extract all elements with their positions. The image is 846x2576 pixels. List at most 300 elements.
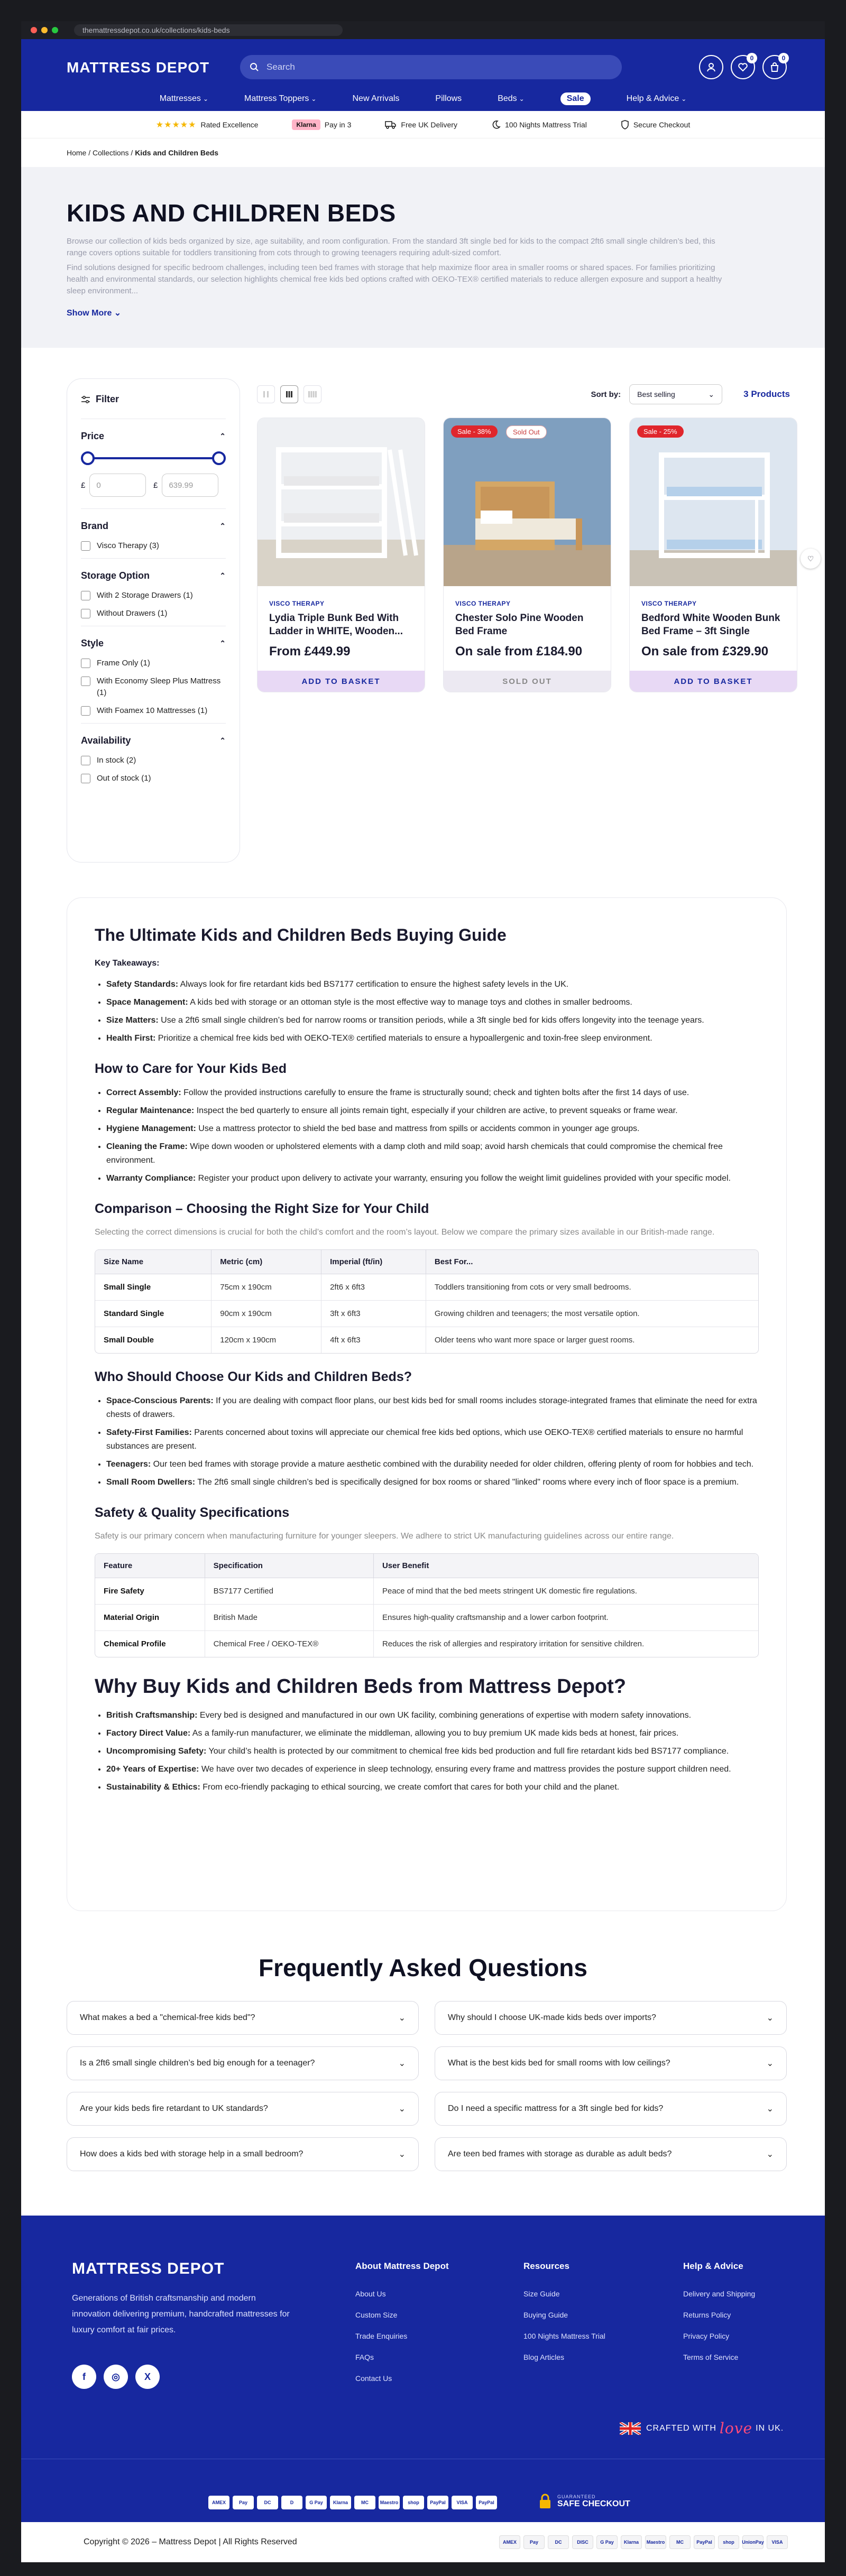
breadcrumb-home[interactable]: Home xyxy=(67,149,87,157)
table-cell: 2ft6 x 6ft3 xyxy=(321,1274,426,1301)
list-item-title: Size Matters: xyxy=(106,1016,159,1025)
list-item-title: Space-Conscious Parents: xyxy=(106,1396,214,1405)
faq-item[interactable] xyxy=(67,2001,419,2035)
table-header-cell: Specification xyxy=(205,1554,374,1578)
chevron-down-icon: ⌄ xyxy=(398,2105,406,2114)
filter-option[interactable] xyxy=(81,590,226,601)
payment-card-icon: Maestro xyxy=(645,2535,666,2549)
currency-symbol: £ xyxy=(153,480,158,490)
add-to-basket-button[interactable]: ADD TO BASKET xyxy=(258,671,425,692)
table-cell: Chemical Free / OEKO-TEX® xyxy=(205,1631,374,1657)
price-range-slider[interactable] xyxy=(81,450,226,466)
payment-card-icon: Pay xyxy=(233,2496,254,2509)
hero-description-1: Browse our collection of kids beds organized by size, age suitability, and room configuration. From the standard 3ft single bed for kids to the compact 2ft6 small single children’s bed, this range covers options suitable for toddlers transitioning from cots through to growing teenagers requiring adult-sized comfort. xyxy=(67,237,715,257)
table-cell: Standard Single xyxy=(95,1301,212,1327)
footer-link[interactable]: Custom Size xyxy=(355,2311,398,2319)
table-cell: Growing children and teenagers; the most versatile option. xyxy=(426,1301,758,1327)
footer-col-help xyxy=(683,2261,755,2374)
site-footer xyxy=(21,2216,825,2562)
filter-option[interactable] xyxy=(81,540,226,552)
list-item-text: Parents concerned about toxins will appreciate our chemical free kids bed options, which use OEKO-TEX® certified materials to ensure no harmful substances are present. xyxy=(106,1428,743,1451)
list-item xyxy=(106,1781,759,1794)
chevron-down-icon: ⌄ xyxy=(766,2150,774,2159)
chevron-up-icon: ⌃ xyxy=(219,736,226,745)
sale-badge: Sale - 25% xyxy=(637,425,684,438)
sale-badge: Sale - 38% xyxy=(451,425,498,438)
list-item-text: Inspect the bed quarterly to ensure all joints remain tight, especially if your children are active, to prevent squeaks or frame wear. xyxy=(194,1106,678,1115)
footer-logo[interactable]: MATTRESS DEPOT xyxy=(72,2260,225,2277)
copyright-text: Copyright © 2026 – Mattress Depot | All Rights Reserved xyxy=(84,2537,297,2546)
bag-icon xyxy=(769,62,780,72)
product-brand: VISCO THERAPY xyxy=(455,600,511,607)
padlock-icon xyxy=(538,2494,552,2509)
table-cell: 75cm x 190cm xyxy=(212,1274,321,1301)
filter-availability-label: Availability xyxy=(81,735,131,746)
faq-question: Are your kids beds fire retardant to UK standards? xyxy=(80,2104,268,2113)
checkbox[interactable] xyxy=(81,591,90,600)
buying-guide xyxy=(67,897,787,1911)
table-header-cell: Size Name xyxy=(95,1250,212,1274)
list-item-title: Factory Direct Value: xyxy=(106,1729,191,1738)
chevron-down-icon: ⌄ xyxy=(708,390,715,399)
benefit-klarna xyxy=(292,119,351,130)
payment-card-icon: Maestro xyxy=(379,2496,400,2509)
faq-item[interactable] xyxy=(67,2046,419,2080)
instagram-icon[interactable]: ◎ xyxy=(104,2365,128,2389)
currency-symbol: £ xyxy=(81,480,86,490)
payment-card-icon: AMEX xyxy=(208,2496,229,2509)
faq-question: What is the best kids bed for small rooms with low ceilings? xyxy=(448,2059,670,2068)
footer-link[interactable]: Contact Us xyxy=(355,2374,392,2383)
sold-out-badge: Sold Out xyxy=(506,425,547,439)
site-logo[interactable]: MATTRESS DEPOT xyxy=(67,59,210,76)
filter-storage-label: Storage Option xyxy=(81,570,150,581)
grid-2-view-button[interactable] xyxy=(257,385,275,403)
product-card[interactable] xyxy=(443,418,611,692)
list-item-text: A kids bed with storage or an ottoman style is the most effective way to manage toys and clothes in smaller bedrooms. xyxy=(188,998,632,1007)
faq-question: How does a kids bed with storage help in a small bedroom? xyxy=(80,2149,304,2158)
filter-option-label: With Foamex 10 Mattresses (1) xyxy=(97,706,208,715)
table-cell: 120cm x 190cm xyxy=(212,1327,321,1353)
payment-card-icon: VISA xyxy=(767,2535,788,2549)
footer-col-title: Help & Advice xyxy=(683,2261,743,2271)
chevron-down-icon: ⌄ xyxy=(398,2059,406,2068)
list-item-title: Small Room Dwellers: xyxy=(106,1478,196,1487)
footer-link[interactable]: 100 Nights Mattress Trial xyxy=(523,2332,605,2340)
table-header-cell: Imperial (ft/in) xyxy=(321,1250,426,1274)
table-cell: Small Single xyxy=(95,1274,212,1301)
why-list xyxy=(95,1709,759,1794)
maximize-dot[interactable] xyxy=(52,27,58,33)
stars-icon: ★★★★★ xyxy=(155,120,197,129)
nav-item[interactable] xyxy=(244,94,316,104)
filter-heading xyxy=(81,394,226,405)
payment-card-icon: shop xyxy=(403,2496,424,2509)
nav-item[interactable] xyxy=(627,94,687,104)
list-item-text: Every bed is designed and manufactured in our own UK facility, combining generations of expertise with modern safety innovations. xyxy=(197,1711,692,1720)
list-item xyxy=(106,996,759,1009)
checkbox[interactable] xyxy=(81,609,90,618)
list-item xyxy=(106,1763,759,1776)
faq-item[interactable] xyxy=(67,2137,419,2171)
checkbox[interactable] xyxy=(81,756,90,765)
table-cell: 3ft x 6ft3 xyxy=(321,1301,426,1327)
product-grid xyxy=(257,418,825,692)
account-button[interactable] xyxy=(699,55,723,79)
product-price: On sale from £329.90 xyxy=(641,644,769,659)
who-list xyxy=(95,1394,759,1489)
filter-option[interactable] xyxy=(81,755,226,766)
product-image[interactable] xyxy=(630,418,797,586)
cart-count: 0 xyxy=(778,53,789,63)
filter-option[interactable] xyxy=(81,705,226,717)
faq-question: Do I need a specific mattress for a 3ft single bed for kids? xyxy=(448,2104,664,2113)
nav-item-label: Sale xyxy=(560,92,591,105)
list-item-title: Correct Assembly: xyxy=(106,1088,181,1097)
table-row xyxy=(95,1605,758,1631)
truck-icon xyxy=(385,121,397,129)
breadcrumb-current: Kids and Children Beds xyxy=(135,149,219,157)
payment-card-icon: DISC xyxy=(572,2535,593,2549)
breadcrumb-separator: / xyxy=(131,149,133,157)
list-item-text: From eco-friendly packaging to ethical sourcing, we create comfort that cares for both your child and the planet. xyxy=(200,1783,620,1792)
faq-item[interactable] xyxy=(435,2092,787,2126)
nav-item[interactable] xyxy=(560,92,591,105)
list-item xyxy=(106,1104,759,1118)
nav-item[interactable] xyxy=(498,94,525,104)
nav-item[interactable] xyxy=(352,94,399,104)
faq-question: What makes a bed a "chemical-free kids bed"? xyxy=(80,2013,255,2022)
who-title: Who Should Choose Our Kids and Children Beds? xyxy=(95,1369,412,1384)
nav-item-label: Help & Advice xyxy=(626,94,679,103)
price-min-handle[interactable] xyxy=(81,451,95,465)
footer-col-about xyxy=(355,2261,449,2395)
faq-question: Are teen bed frames with storage as durable as adult beds? xyxy=(448,2149,672,2158)
site-header xyxy=(21,39,825,111)
cart-button[interactable] xyxy=(762,55,787,79)
list-item-text: Follow the provided instructions carefully to ensure the frame is structurally sound; check and tighten bolts after the first 14 days of use. xyxy=(181,1088,689,1097)
chevron-up-icon: ⌃ xyxy=(219,571,226,580)
list-item-title: Uncompromising Safety: xyxy=(106,1747,207,1756)
safety-title: Safety & Quality Specifications xyxy=(95,1505,290,1520)
minimize-dot[interactable] xyxy=(41,27,48,33)
list-item-title: Sustainability & Ethics: xyxy=(106,1783,200,1792)
benefit-delivery-label: Free UK Delivery xyxy=(401,120,457,129)
product-name[interactable]: Chester Solo Pine Wooden Bed Frame xyxy=(455,613,584,637)
sort-label: Sort by: xyxy=(591,390,621,399)
table-row xyxy=(95,1274,758,1301)
product-price: On sale from £184.90 xyxy=(455,644,583,659)
crafted-text: CRAFTED WITH xyxy=(646,2423,716,2433)
payment-card-icon: G Pay xyxy=(596,2535,618,2549)
list-item xyxy=(106,978,759,992)
why-title: Why Buy Kids and Children Beds from Mattress Depot? xyxy=(95,1675,626,1698)
table-header-row xyxy=(95,1250,758,1274)
list-item-text: The 2ft6 small single children’s bed is specifically designed for box rooms or shared "linked" rooms where every inch of floor space is a premium. xyxy=(195,1478,739,1487)
product-toolbar xyxy=(257,384,790,405)
show-more-button[interactable] xyxy=(67,308,121,318)
compare-title: Comparison – Choosing the Right Size for Your Child xyxy=(95,1201,429,1216)
footer-link[interactable]: Trade Enquiries xyxy=(355,2332,408,2340)
page xyxy=(21,39,825,2562)
chevron-up-icon: ⌃ xyxy=(219,432,226,440)
list-item-title: Regular Maintenance: xyxy=(106,1106,195,1115)
grid-4-icon xyxy=(308,391,317,398)
x-twitter-icon[interactable]: X xyxy=(135,2365,160,2389)
bunk-bed-image xyxy=(258,418,425,586)
footer-link[interactable]: Privacy Policy xyxy=(683,2332,730,2340)
list-item xyxy=(106,1458,759,1471)
add-to-basket-button[interactable]: ADD TO BASKET xyxy=(630,671,797,692)
shield-icon xyxy=(621,120,629,129)
nav-item[interactable] xyxy=(160,94,208,104)
table-cell: Small Double xyxy=(95,1327,212,1353)
care-list xyxy=(95,1086,759,1185)
list-item xyxy=(106,1426,759,1453)
filter-style-header[interactable] xyxy=(81,638,226,649)
table-cell: Older teens who want more space or larger guest rooms. xyxy=(434,1336,635,1345)
nav-item-label: Mattresses xyxy=(159,94,201,103)
filter-price xyxy=(81,419,226,497)
show-more-label: Show More xyxy=(67,309,112,318)
product-brand: VISCO THERAPY xyxy=(269,600,325,607)
list-item-text: As a family-run manufacturer, we eliminate the middleman, allowing you to buy premium UK made kids beds at honest, fair prices. xyxy=(190,1729,679,1738)
product-card[interactable] xyxy=(629,418,797,692)
filter-option[interactable] xyxy=(81,608,226,619)
list-item xyxy=(106,1476,759,1489)
list-item xyxy=(106,1172,759,1185)
checkbox[interactable] xyxy=(81,541,90,551)
klarna-badge: Klarna xyxy=(292,119,320,130)
list-item-text: Use a mattress protector to shield the bed base and mattress from spills or accidents common in younger age groups. xyxy=(196,1124,640,1133)
list-item xyxy=(106,1140,759,1167)
safe-guaranteed: GUARANTEED xyxy=(557,2494,596,2499)
collection-hero xyxy=(21,167,825,348)
filter-brand xyxy=(81,508,226,552)
main-nav xyxy=(21,87,825,111)
footer-link[interactable]: Returns Policy xyxy=(683,2311,731,2319)
table-cell: British Made xyxy=(205,1605,374,1631)
nav-item-label: Mattress Toppers xyxy=(244,94,309,103)
compare-intro: Selecting the correct dimensions is crucial for both the child’s comfort and the room’s layout. Below we compare the primary sizes available in our British-made range. xyxy=(95,1228,715,1237)
filter-option[interactable] xyxy=(81,773,226,784)
list-item-title: Health First: xyxy=(106,1034,156,1043)
table-cell: 4ft x 6ft3 xyxy=(321,1327,426,1353)
filter-option[interactable] xyxy=(81,675,226,699)
list-item-title: Warranty Compliance: xyxy=(106,1174,196,1183)
user-icon xyxy=(706,62,716,72)
chevron-down-icon: ⌄ xyxy=(681,95,687,103)
footer-link[interactable]: Delivery and Shipping xyxy=(683,2290,756,2298)
nav-item-label: Beds xyxy=(498,94,517,103)
chevron-down-icon: ⌄ xyxy=(766,2014,774,2023)
spec-table xyxy=(95,1553,759,1657)
payment-card-icon: Klarna xyxy=(621,2535,642,2549)
wishlist-float-button[interactable] xyxy=(801,549,821,569)
checkbox[interactable] xyxy=(81,706,90,716)
safe-checkout-badge xyxy=(538,2494,630,2509)
sold-out-button[interactable]: SOLD OUT xyxy=(444,671,611,692)
payment-card-icon: MC xyxy=(669,2535,691,2549)
benefit-delivery xyxy=(385,121,457,129)
crafted-in-uk xyxy=(620,2420,784,2437)
breadcrumb-separator: / xyxy=(88,149,91,157)
price-min-input[interactable]: 0 xyxy=(89,474,146,497)
checkbox[interactable] xyxy=(81,774,90,783)
benefit-pay-label: Pay in 3 xyxy=(324,120,352,129)
faq-item[interactable] xyxy=(435,2046,787,2080)
list-item xyxy=(106,1086,759,1100)
filter-availability-header[interactable] xyxy=(81,735,226,746)
payment-methods xyxy=(208,2496,500,2509)
list-item xyxy=(106,1032,759,1045)
chevron-down-icon: ⌄ xyxy=(203,95,208,103)
takeaways-list xyxy=(95,978,759,1045)
list-item-title: Safety-First Families: xyxy=(106,1428,192,1437)
footer-col-title: Resources xyxy=(523,2261,569,2271)
footer-link[interactable]: FAQs xyxy=(355,2353,374,2361)
table-cell: Material Origin xyxy=(95,1605,205,1631)
grid-4-view-button[interactable] xyxy=(304,385,321,403)
benefit-trial-label: 100 Nights Mattress Trial xyxy=(504,120,587,129)
list-item xyxy=(106,1727,759,1740)
table-header-cell: Metric (cm) xyxy=(212,1250,321,1274)
filter-title: Filter xyxy=(96,394,119,404)
product-name[interactable]: Lydia Triple Bunk Bed With Ladder in WHITE, Wooden... xyxy=(269,613,403,637)
price-max-input[interactable]: 639.99 xyxy=(162,474,218,497)
filter-option[interactable] xyxy=(81,657,226,669)
safety-intro: Safety is our primary concern when manufacturing furniture for younger sleepers. We adhere to strict UK manufacturing guidelines across our entire range. xyxy=(95,1532,674,1541)
product-image[interactable] xyxy=(444,418,611,586)
filter-option-label: With Economy Sleep Plus Mattress (1) xyxy=(97,677,221,697)
benefit-checkout xyxy=(621,120,690,129)
footer-link[interactable]: Blog Articles xyxy=(523,2353,565,2361)
close-dot[interactable] xyxy=(31,27,37,33)
checkbox[interactable] xyxy=(81,677,90,686)
payment-card-icon: PayPal xyxy=(427,2496,448,2509)
uk-flag-icon xyxy=(620,2422,641,2435)
crafted-suffix: IN UK. xyxy=(756,2423,784,2433)
search-input[interactable] xyxy=(240,55,622,79)
wishlist-button[interactable] xyxy=(731,55,755,79)
payment-card-icon: DC xyxy=(548,2535,569,2549)
filter-style xyxy=(81,626,226,717)
filter-style-label: Style xyxy=(81,638,104,648)
care-title: How to Care for Your Kids Bed xyxy=(95,1061,287,1076)
table-cell: Toddlers transitioning from cots or very small bedrooms. xyxy=(426,1274,758,1301)
footer-link[interactable]: Buying Guide xyxy=(523,2311,568,2319)
nav-item[interactable] xyxy=(435,94,462,104)
table-row xyxy=(95,1631,758,1657)
table-cell: Chemical Profile xyxy=(95,1631,205,1657)
benefit-trial xyxy=(491,120,587,129)
grid-3-view-button[interactable] xyxy=(280,385,298,403)
filter-option-label: Without Drawers (1) xyxy=(97,609,168,618)
list-item-title: Hygiene Management: xyxy=(106,1124,196,1133)
list-item-title: 20+ Years of Expertise: xyxy=(106,1765,199,1774)
table-cell: Peace of mind that the bed meets stringent UK domestic fire regulations. xyxy=(374,1578,758,1605)
product-image[interactable] xyxy=(258,418,425,586)
breadcrumb xyxy=(21,138,825,167)
footer-link[interactable]: Size Guide xyxy=(523,2290,560,2298)
url-bar[interactable]: themattressdepot.co.uk/collections/kids-beds xyxy=(74,24,343,36)
key-takeaways-label: Key Takeaways: xyxy=(95,959,160,968)
nav-item-label: Pillows xyxy=(435,94,462,103)
nav-item-label: New Arrivals xyxy=(352,94,400,103)
filter-sidebar xyxy=(67,378,240,863)
list-item xyxy=(106,1394,759,1422)
list-item-title: Cleaning the Frame: xyxy=(106,1142,188,1151)
table-cell: Ensures high-quality craftsmanship and a lower carbon footprint. xyxy=(374,1605,758,1631)
payment-card-icon: G Pay xyxy=(306,2496,327,2509)
checkbox[interactable] xyxy=(81,659,90,668)
size-table xyxy=(95,1249,759,1354)
chevron-down-icon: ⌄ xyxy=(114,309,122,318)
search-placeholder: Search xyxy=(266,62,295,72)
footer-link[interactable]: Terms of Service xyxy=(683,2353,739,2361)
bottom-payment-methods xyxy=(499,2535,791,2549)
benefits-bar xyxy=(21,111,825,138)
faq-item[interactable] xyxy=(435,2137,787,2171)
product-price: From £449.99 xyxy=(269,644,351,659)
faq-question: Is a 2ft6 small single children’s bed big enough for a teenager? xyxy=(80,2059,315,2068)
benefit-rated-label: Rated Excellence xyxy=(200,120,259,129)
sort-select[interactable] xyxy=(629,384,722,404)
payment-card-icon: Pay xyxy=(523,2535,545,2549)
filter-brand-header[interactable] xyxy=(81,521,226,532)
list-item-title: Teenagers: xyxy=(106,1460,151,1469)
product-card[interactable] xyxy=(257,418,425,692)
product-name[interactable]: Bedford White Wooden Bunk Bed Frame – 3ft Single xyxy=(641,613,780,637)
chevron-down-icon: ⌄ xyxy=(398,2150,406,2159)
product-count: 3 Products xyxy=(743,389,790,399)
facebook-icon[interactable]: f xyxy=(72,2365,96,2389)
footer-bottom-bar xyxy=(21,2522,825,2562)
breadcrumb-collections[interactable]: Collections xyxy=(93,149,129,157)
faq-item[interactable] xyxy=(435,2001,787,2035)
payment-card-icon: AMEX xyxy=(499,2535,520,2549)
footer-link[interactable]: About Us xyxy=(355,2290,386,2298)
list-item-text: Our teen bed frames with storage provide a mature aesthetic combined with the durability needed for older children, offering plenty of room for hobbies and tech. xyxy=(151,1460,754,1469)
payment-card-icon: Klarna xyxy=(330,2496,351,2509)
filter-option-label: In stock (2) xyxy=(97,756,136,765)
list-item xyxy=(106,1014,759,1027)
filter-storage-header[interactable] xyxy=(81,570,226,581)
price-max-handle[interactable] xyxy=(212,451,226,465)
heart-icon xyxy=(738,62,748,72)
search-icon xyxy=(250,62,259,72)
list-item-text: Prioritize a chemical free kids bed with OEKO-TEX® certified materials to ensure a hypoallergenic and toxin-free sleep environment. xyxy=(155,1034,652,1043)
chevron-down-icon: ⌄ xyxy=(519,95,525,103)
filter-option-label: With 2 Storage Drawers (1) xyxy=(97,591,193,600)
filter-price-header[interactable] xyxy=(81,431,226,442)
filter-option-label: Frame Only (1) xyxy=(97,659,150,668)
faq-item[interactable] xyxy=(67,2092,419,2126)
table-header-cell: Feature xyxy=(95,1554,205,1578)
payment-card-icon: PayPal xyxy=(476,2496,497,2509)
table-cell: Reduces the risk of allergies and respiratory irritation for sensitive children. xyxy=(382,1639,645,1648)
moon-icon xyxy=(491,120,501,129)
list-item-text: We have over two decades of experience in sleep technology, ensuring every frame and mattress provides the posture support children need. xyxy=(199,1765,731,1774)
table-row xyxy=(95,1578,758,1605)
chevron-down-icon: ⌄ xyxy=(398,2014,406,2023)
list-item-title: Space Management: xyxy=(106,998,188,1007)
table-header-row xyxy=(95,1554,758,1578)
list-item-text: Register your product upon delivery to activate your warranty, ensuring you follow the weight limit guidelines provided with your specific model. xyxy=(196,1174,731,1183)
grid-2-icon xyxy=(262,391,270,398)
table-cell: BS7177 Certified xyxy=(205,1578,374,1605)
table-header-cell: User Benefit xyxy=(374,1554,758,1578)
